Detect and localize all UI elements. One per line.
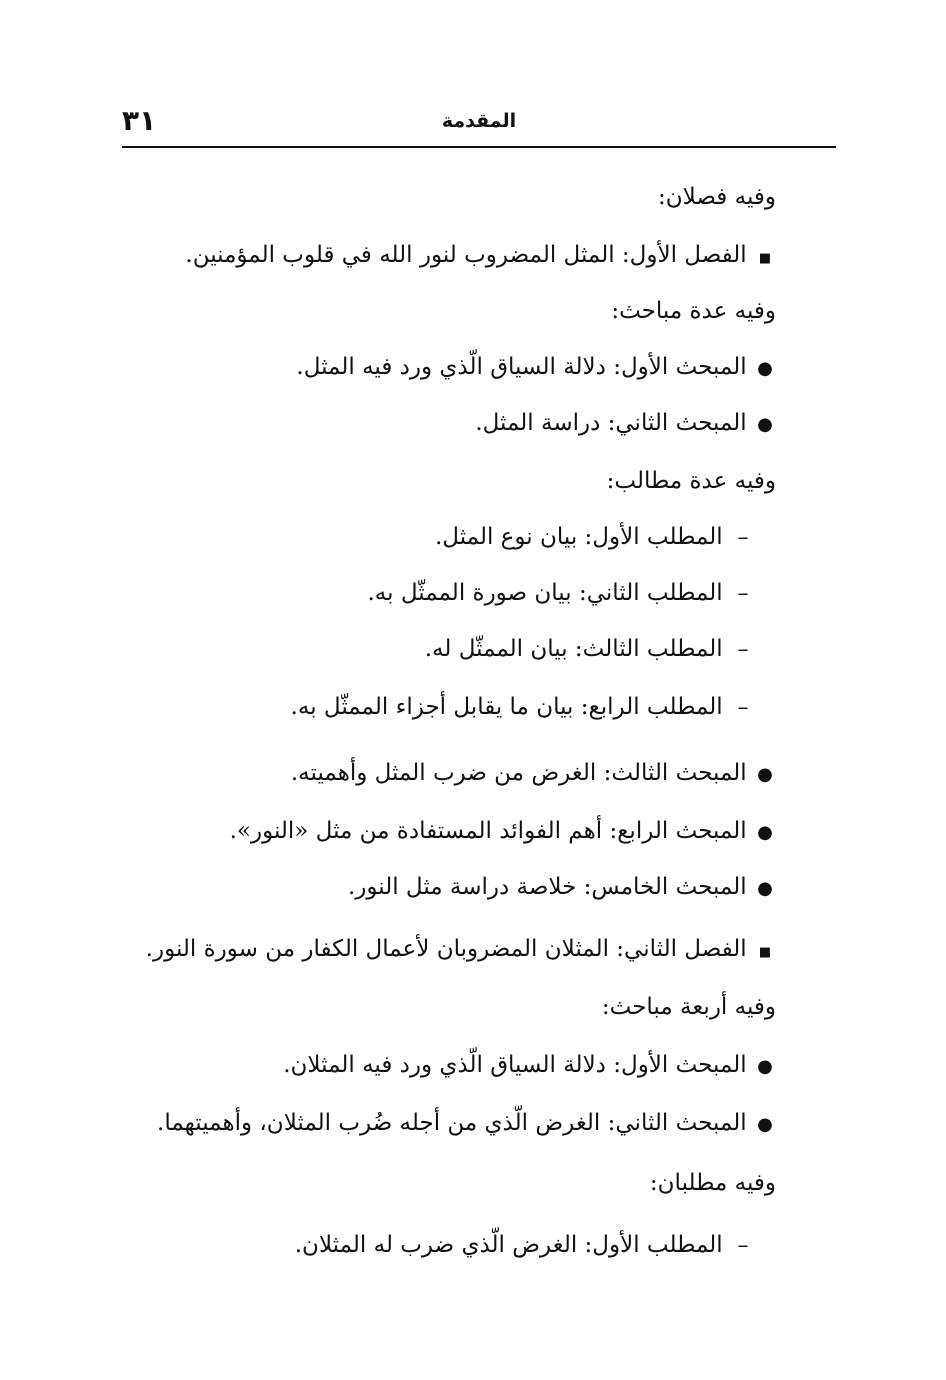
round-bullet-icon: ● bbox=[757, 822, 773, 843]
chapter-heading-1 bbox=[126, 238, 776, 276]
page-header bbox=[122, 104, 836, 144]
page-number: ٣١ bbox=[122, 104, 157, 137]
section-item bbox=[126, 756, 776, 792]
dash-bullet-icon: – bbox=[737, 1233, 749, 1258]
line-text: المطلب الثاني: بيان صورة الممثّل به. bbox=[367, 580, 723, 606]
line-text: المبحث الخامس: خلاصة دراسة مثل النور. bbox=[347, 874, 747, 900]
header-divider bbox=[122, 146, 836, 148]
section-item bbox=[126, 1106, 776, 1142]
section-item bbox=[126, 814, 776, 850]
section-item bbox=[126, 406, 776, 442]
line-text: المبحث الرابع: أهم الفوائد المستفادة من مثل «النور». bbox=[229, 818, 747, 844]
square-bullet-icon: ■ bbox=[758, 251, 772, 266]
chapter-title: المقدمة bbox=[441, 110, 517, 132]
intro-line bbox=[126, 180, 776, 214]
line-text: المطلب الثالث: بيان الممثّل له. bbox=[424, 636, 723, 662]
line-text: المبحث الثاني: دراسة المثل. bbox=[475, 410, 747, 436]
intro-line bbox=[126, 294, 776, 328]
line-text: وفيه فصلان: bbox=[658, 184, 776, 210]
line-text: وفيه عدة مباحث: bbox=[611, 298, 776, 324]
round-bullet-icon: ● bbox=[757, 1056, 773, 1077]
section-item bbox=[126, 350, 776, 386]
line-text: المطلب الأول: بيان نوع المثل. bbox=[434, 524, 723, 550]
round-bullet-icon: ● bbox=[757, 1114, 773, 1135]
subsection-item bbox=[106, 576, 756, 611]
round-bullet-icon: ● bbox=[757, 414, 773, 435]
line-text: المطلب الأول: الغرض الّذي ضرب له المثلان. bbox=[294, 1232, 723, 1258]
round-bullet-icon: ● bbox=[757, 358, 773, 379]
chapter-heading-2 bbox=[126, 932, 776, 970]
dash-bullet-icon: – bbox=[737, 525, 749, 550]
section-item bbox=[126, 870, 776, 906]
line-text: المبحث الأول: دلالة السياق الّذي ورد فيه المثل. bbox=[296, 354, 747, 380]
subsection-item bbox=[106, 520, 756, 555]
section-item bbox=[126, 1048, 776, 1084]
line-text: المبحث الثالث: الغرض من ضرب المثل وأهميته. bbox=[290, 760, 747, 786]
intro-line bbox=[126, 1166, 776, 1200]
subsection-item bbox=[106, 1228, 756, 1263]
round-bullet-icon: ● bbox=[757, 878, 773, 899]
dash-bullet-icon: – bbox=[737, 695, 749, 720]
dash-bullet-icon: – bbox=[737, 637, 749, 662]
line-text: الفصل الأول: المثل المضروب لنور الله في قلوب المؤمنين. bbox=[185, 242, 747, 268]
line-text: المطلب الرابع: بيان ما يقابل أجزاء الممثّل به. bbox=[290, 694, 723, 720]
line-text: وفيه أربعة مباحث: bbox=[601, 994, 776, 1020]
line-text: الفصل الثاني: المثلان المضروبان لأعمال الكفار من سورة النور. bbox=[145, 936, 747, 962]
square-bullet-icon: ■ bbox=[758, 945, 772, 960]
line-text: المبحث الثاني: الغرض الّذي من أجله ضُرب المثلان، وأهميتهما. bbox=[157, 1110, 747, 1136]
intro-line bbox=[126, 990, 776, 1024]
subsection-item bbox=[106, 690, 756, 725]
line-text: وفيه عدة مطالب: bbox=[606, 468, 776, 494]
line-text: وفيه مطلبان: bbox=[649, 1170, 776, 1196]
subsection-item bbox=[106, 632, 756, 667]
dash-bullet-icon: – bbox=[737, 581, 749, 606]
line-text: المبحث الأول: دلالة السياق الّذي ورد فيه المثلان. bbox=[283, 1052, 747, 1078]
intro-line bbox=[126, 464, 776, 498]
round-bullet-icon: ● bbox=[757, 764, 773, 785]
